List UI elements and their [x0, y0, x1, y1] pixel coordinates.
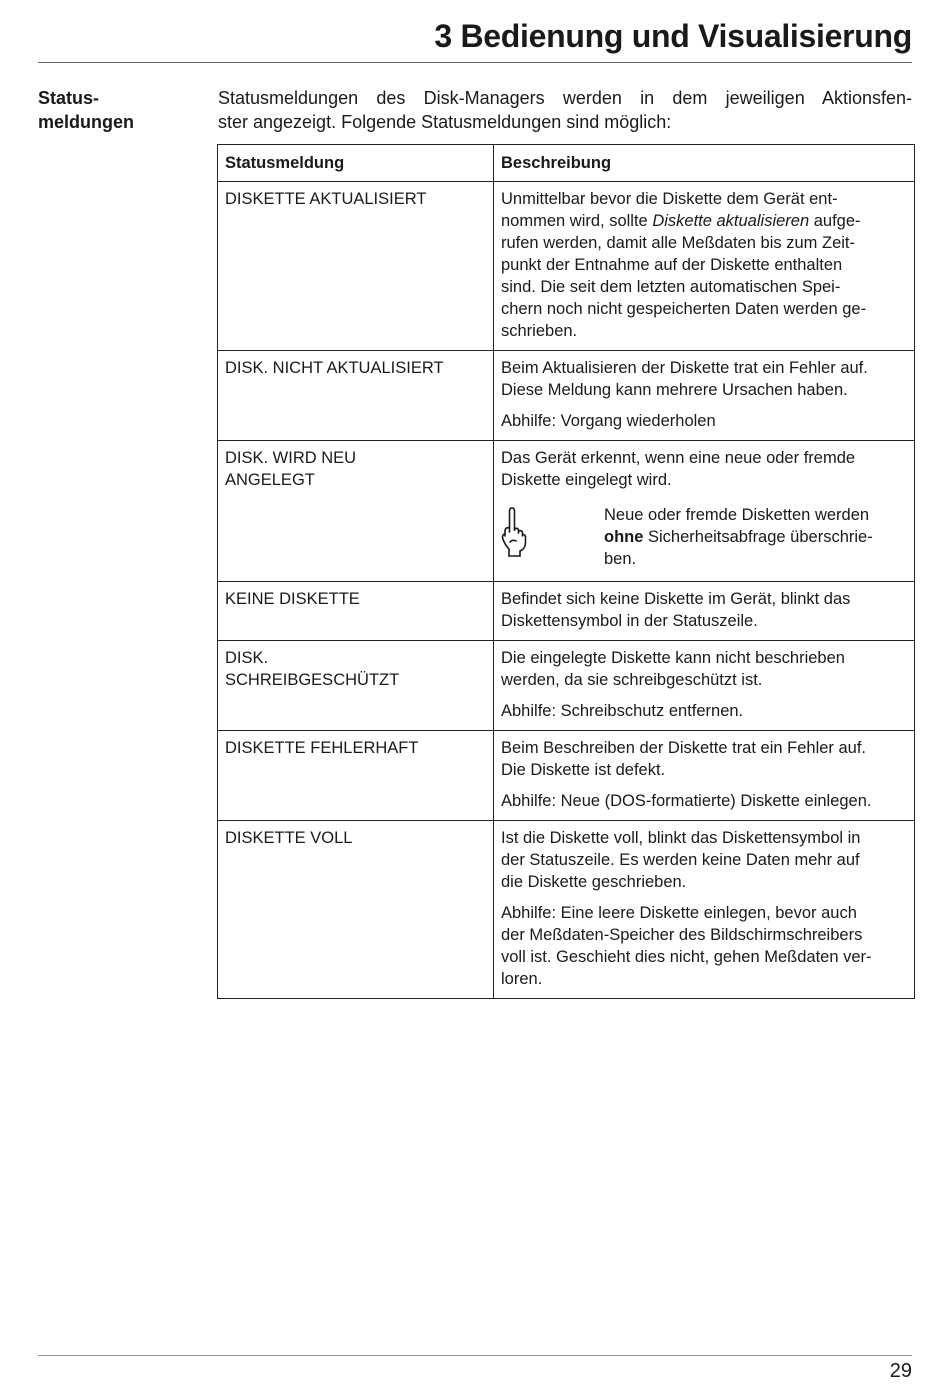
page-title: 3 Bedienung und Visualisierung	[434, 18, 912, 54]
description-line: Das Gerät erkennt, wenn eine neue oder fremde	[501, 449, 856, 467]
note-text	[604, 504, 907, 570]
section-label	[38, 86, 134, 134]
table-row	[218, 731, 915, 821]
status-name: SCHREIBGESCHÜTZT	[225, 671, 400, 689]
table-row	[218, 182, 915, 351]
remedy-paragraph	[501, 410, 907, 432]
description-line: werden, da sie schreibgeschützt ist.	[501, 671, 763, 689]
status-name: KEINE DISKETTE	[225, 590, 360, 608]
remedy-line: Abhilfe: Eine leere Diskette einlegen, bevor auch	[501, 904, 857, 922]
table-header-row	[218, 145, 915, 182]
description-paragraph	[501, 827, 907, 893]
description-line: Beim Aktualisieren der Diskette trat ein Fehler auf.	[501, 359, 868, 377]
description-line: die Diskette geschrieben.	[501, 873, 687, 891]
status-name: DISK. NICHT AKTUALISIERT	[225, 359, 444, 377]
description-cell	[494, 182, 915, 351]
description-line: rufen werden, damit alle Meßdaten bis zum Zeit-	[501, 234, 855, 252]
menu-term-italic: Diskette aktualisieren	[652, 212, 810, 230]
description-line: schrieben.	[501, 322, 578, 340]
status-name: DISKETTE AKTUALISIERT	[225, 190, 427, 208]
pointing-hand-icon	[501, 504, 604, 570]
remedy-line: Abhilfe: Schreibschutz entfernen.	[501, 702, 744, 720]
description-cell	[494, 351, 915, 441]
description-line: Beim Beschreiben der Diskette trat ein Fehler auf.	[501, 739, 867, 757]
page-number: 29	[889, 1360, 912, 1382]
status-messages-table	[217, 144, 915, 999]
table-row	[218, 441, 915, 582]
description-paragraph	[501, 737, 907, 781]
remedy-line: voll ist. Geschieht dies nicht, gehen Meßdaten ver-	[501, 948, 872, 966]
description-line: Diskettensymbol in der Statuszeile.	[501, 612, 758, 630]
footer-divider	[38, 1355, 912, 1356]
status-name-cell	[218, 351, 494, 441]
description-line: chern noch nicht gespeicherten Daten werden ge-	[501, 300, 867, 318]
description-cell	[494, 821, 915, 999]
column-header-status: Statusmeldung	[218, 145, 494, 182]
remedy-line: Abhilfe: Vorgang wiederholen	[501, 412, 716, 430]
description-cell	[494, 582, 915, 641]
remedy-line: loren.	[501, 970, 543, 988]
description-line: Befindet sich keine Diskette im Gerät, blinkt das	[501, 590, 851, 608]
description-line: Unmittelbar bevor die Diskette dem Gerät ent-	[501, 190, 838, 208]
description-paragraph	[501, 647, 907, 691]
warning-note	[501, 504, 907, 570]
table-row	[218, 351, 915, 441]
header-divider	[38, 62, 912, 63]
description-paragraph	[501, 188, 907, 342]
status-name-cell	[218, 182, 494, 351]
intro-paragraph	[218, 86, 912, 134]
status-name-cell	[218, 641, 494, 731]
section-label-line: meldungen	[38, 112, 135, 132]
description-line: Die eingelegte Diskette kann nicht beschrieben	[501, 649, 845, 667]
table-row	[218, 641, 915, 731]
description-cell	[494, 731, 915, 821]
description-line: punkt der Entnahme auf der Diskette enthalten	[501, 256, 843, 274]
status-name: DISK.	[225, 649, 269, 667]
remedy-line: Abhilfe: Neue (DOS-formatierte) Diskette einlegen.	[501, 792, 872, 810]
remedy-paragraph	[501, 790, 907, 812]
table-row	[218, 821, 915, 999]
description-line	[501, 210, 907, 232]
status-name-cell	[218, 582, 494, 641]
intro-line: Statusmeldungen des Disk-Managers werden in dem jeweiligen Aktionsfen-	[218, 88, 912, 108]
remedy-line: der Meßdaten-Speicher des Bildschirmschreibers	[501, 926, 863, 944]
text-run: aufge-	[809, 212, 861, 230]
remedy-paragraph	[501, 700, 907, 722]
intro-line: ster angezeigt. Folgende Statusmeldungen sind möglich:	[218, 112, 672, 132]
description-cell	[494, 441, 915, 582]
description-line: sind. Die seit dem letzten automatischen Spei-	[501, 278, 841, 296]
description-paragraph	[501, 588, 907, 632]
text-run: nommen wird, sollte	[501, 212, 653, 230]
description-paragraph	[501, 357, 907, 401]
remedy-paragraph	[501, 902, 907, 990]
status-name-cell	[218, 731, 494, 821]
description-line: der Statuszeile. Es werden keine Daten mehr auf	[501, 851, 860, 869]
description-line: Ist die Diskette voll, blinkt das Diskettensymbol in	[501, 829, 861, 847]
status-name: DISKETTE VOLL	[225, 829, 353, 847]
table-row	[218, 582, 915, 641]
note-line	[604, 526, 907, 548]
note-line: Neue oder fremde Disketten werden	[604, 506, 870, 524]
section-label-line: Status-	[38, 88, 100, 108]
status-name-cell	[218, 821, 494, 999]
status-name-cell	[218, 441, 494, 582]
description-cell	[494, 641, 915, 731]
description-paragraph	[501, 447, 907, 491]
description-line: Diese Meldung kann mehrere Ursachen haben.	[501, 381, 848, 399]
column-header-description: Beschreibung	[494, 145, 915, 182]
text-run: Sicherheitsabfrage überschrie-	[643, 528, 873, 546]
status-name: DISK. WIRD NEU	[225, 449, 357, 467]
status-name: ANGELEGT	[225, 471, 315, 489]
note-line: ben.	[604, 550, 637, 568]
description-line: Die Diskette ist defekt.	[501, 761, 666, 779]
status-name: DISKETTE FEHLERHAFT	[225, 739, 419, 757]
emphasis-bold: ohne	[604, 528, 644, 546]
description-line: Diskette eingelegt wird.	[501, 471, 672, 489]
